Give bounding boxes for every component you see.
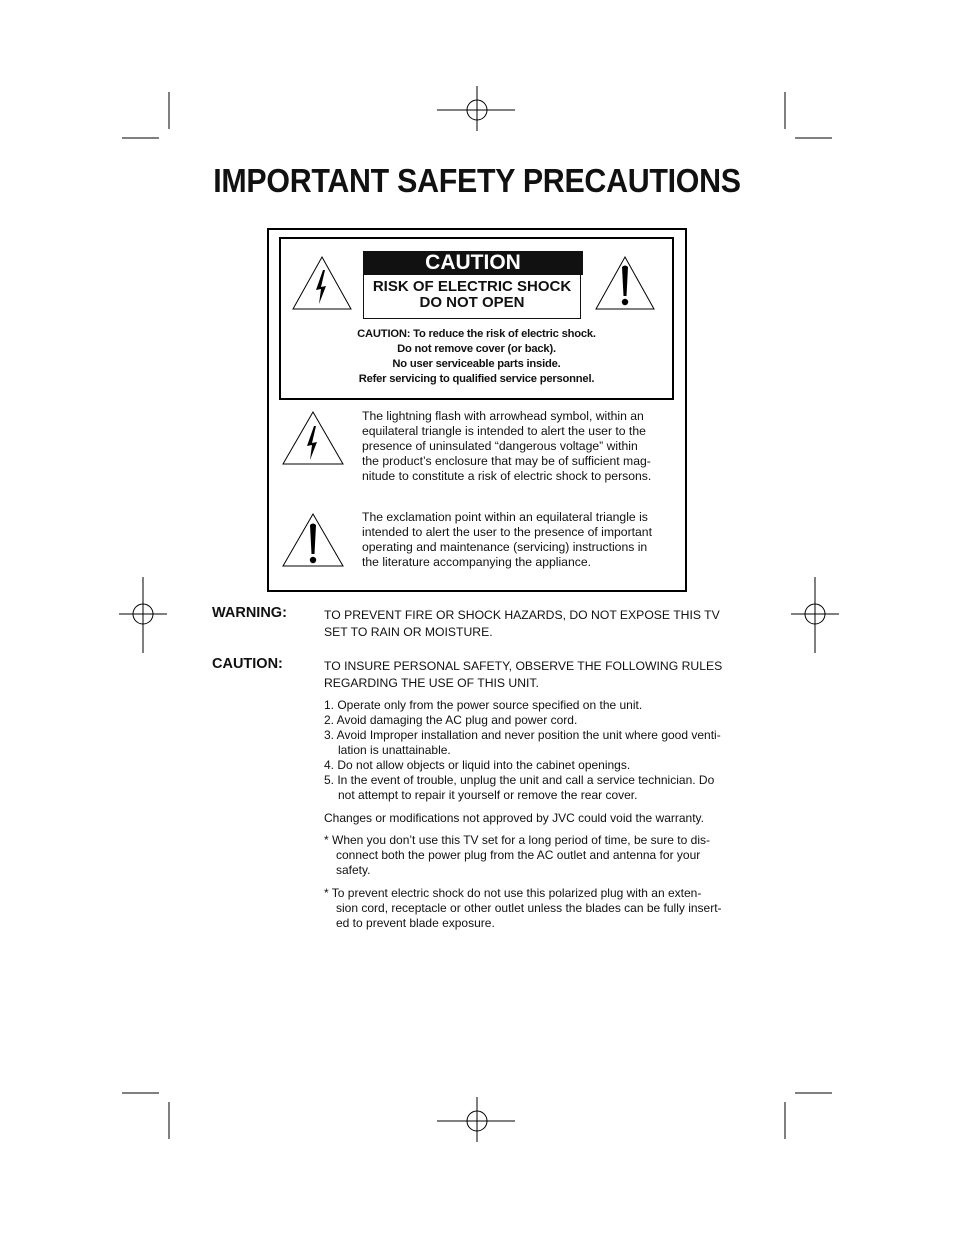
page-title: IMPORTANT SAFETY PRECAUTIONS [213,162,741,199]
text-line: presence of uninsulated “dangerous voltage” within [362,439,638,453]
text-line: Changes or modifications not approved by JVC could void the warranty. [324,811,704,825]
shock-warning-line: DO NOT OPEN [419,294,525,311]
text-line: the literature accompanying the appliance. [362,555,591,569]
caution-label: CAUTION: [212,656,283,672]
caution-note-line: Do not remove cover (or back). [397,343,556,355]
text-line: ed to prevent blade exposure. [336,916,495,930]
text-line: equilateral triangle is intended to alert the user to the [362,424,646,438]
caution-note [279,327,674,387]
list-item: 4. Do not allow objects or liquid into the cabinet openings. [324,758,631,772]
text-line: SET TO RAIN OR MOISTURE. [324,625,493,639]
exclamation-triangle-icon [280,511,346,569]
caution-text [324,658,754,692]
text-line: The lightning flash with arrowhead symbol, within an [362,409,644,423]
list-item: 2. Avoid damaging the AC plug and power cord. [324,713,578,727]
text-line: * When you don’t use this TV set for a long period of time, be sure to dis- [324,833,710,847]
text-line: connect both the power plug from the AC outlet and antenna for your [336,848,701,862]
text-line: intended to alert the user to the presence of important [362,525,652,539]
text-line: TO INSURE PERSONAL SAFETY, OBSERVE THE FOLLOWING RULES [324,659,723,673]
caution-note-line: CAUTION: To reduce the risk of electric shock. [357,328,596,340]
lightning-triangle-icon [290,254,354,312]
text-line: the product’s enclosure that may be of sufficient mag- [362,454,651,468]
list-item: not attempt to repair it yourself or remove the rear cover. [338,788,638,802]
registration-mark-icon [437,86,517,136]
list-item: 1. Operate only from the power source specified on the unit. [324,698,643,712]
warning-text [324,607,754,641]
text-line: The exclamation point within an equilateral triangle is [362,510,648,524]
caution-note-line: Refer servicing to qualified service personnel. [358,373,595,385]
text-line: safety. [336,863,371,877]
modifications-note [324,811,754,826]
list-item: 5. In the event of trouble, unplug the unit and call a service technician. Do [324,773,715,787]
warning-label: WARNING: [212,605,287,621]
registration-mark-icon [437,1097,517,1147]
lightning-triangle-icon [280,409,346,467]
text-line: TO PREVENT FIRE OR SHOCK HAZARDS, DO NOT EXPOSE THIS TV [324,608,720,622]
list-item: 3. Avoid Improper installation and never position the unit where good venti- [324,728,721,742]
text-line: sion cord, receptacle or other outlet unless the blades can be fully insert- [336,901,722,915]
caution-header: CAUTION [363,251,583,275]
caution-note-line: No user serviceable parts inside. [392,358,561,370]
shock-warning-label [363,275,581,319]
text-line: * To prevent electric shock do not use this polarized plug with an exten- [324,886,702,900]
polarized-plug-note [324,886,754,931]
registration-mark-icon [119,577,169,657]
text-line: operating and maintenance (servicing) instructions in [362,540,648,554]
text-line: REGARDING THE USE OF THIS UNIT. [324,676,539,690]
text-line: nitude to constitute a risk of electric shock to persons. [362,469,652,483]
registration-mark-icon [791,577,841,657]
list-item: lation is unattainable. [338,743,451,757]
exclamation-triangle-icon [593,254,657,312]
shock-warning-line: RISK OF ELECTRIC SHOCK [372,278,572,295]
rules-list [324,698,754,803]
exclamation-symbol-explanation [362,510,667,570]
lightning-symbol-explanation [362,409,667,484]
long-period-note [324,833,754,878]
